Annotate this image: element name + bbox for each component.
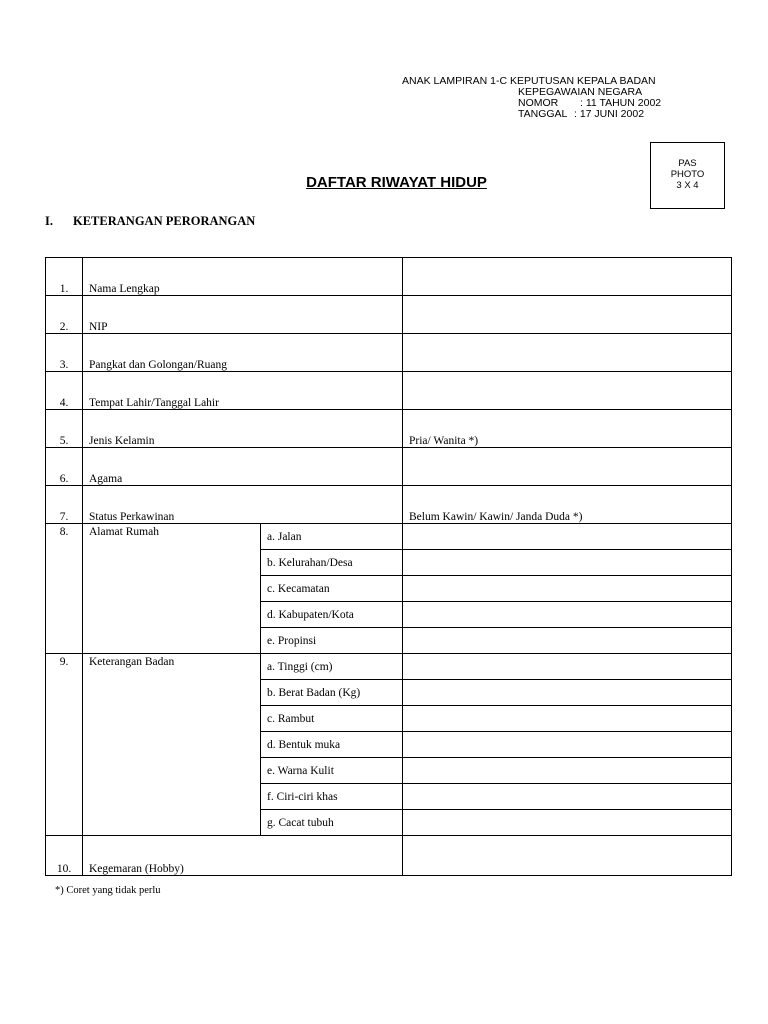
sub-label: b. Berat Badan (Kg) [261,680,403,706]
sub-value-field[interactable] [403,628,732,654]
row-number: 4. [46,372,83,410]
row-value-field[interactable] [403,836,732,876]
nomor-value: : 11 TAHUN 2002 [580,97,662,109]
table-row [46,296,732,334]
section-number: I. [45,214,53,228]
row-number: 5. [46,410,83,448]
nomor-label: NOMOR [518,97,559,109]
table-row [46,410,732,448]
row-value-field[interactable] [403,258,732,296]
row-label: Kegemaran (Hobby) [83,836,403,876]
row-number: 8. [46,524,83,654]
sub-label: d. Bentuk muka [261,732,403,758]
sub-value-field[interactable] [403,706,732,732]
sub-value-field[interactable] [403,758,732,784]
header-line-1: ANAK LAMPIRAN 1-C KEPUTUSAN KEPALA BADAN [402,75,656,87]
row-label: Alamat Rumah [83,524,261,654]
section-heading [45,214,255,229]
sub-value-field[interactable] [403,602,732,628]
row-number: 9. [46,654,83,836]
table-row [46,448,732,486]
row-label: Nama Lengkap [83,258,403,296]
table-row [46,258,732,296]
sub-label: c. Rambut [261,706,403,732]
row-label: Pangkat dan Golongan/Ruang [83,334,403,372]
row-number: 7. [46,486,83,524]
photo-line-2: PHOTO [670,169,705,180]
biodata-table [45,257,732,876]
row-label: Tempat Lahir/Tanggal Lahir [83,372,403,410]
sub-label: c. Kecamatan [261,576,403,602]
sub-value-field[interactable] [403,810,732,836]
sub-value-field[interactable] [403,784,732,810]
table-row [46,486,732,524]
sub-value-field[interactable] [403,654,732,680]
photo-line-1: PAS [678,158,697,169]
sub-value-field[interactable] [403,732,732,758]
sub-label: e. Propinsi [261,628,403,654]
row-label: Jenis Kelamin [83,410,403,448]
tanggal-value: : 17 JUNI 2002 [574,108,645,120]
row-value-field[interactable] [403,372,732,410]
sub-label: a. Tinggi (cm) [261,654,403,680]
header-line-2: KEPEGAWAIAN NEGARA [518,86,643,98]
row-number: 10. [46,836,83,876]
sub-value-field[interactable] [403,550,732,576]
row-value-field[interactable]: Pria/ Wanita *) [403,410,732,448]
row-value-field[interactable]: Belum Kawin/ Kawin/ Janda Duda *) [403,486,732,524]
photo-line-3: 3 X 4 [676,180,699,191]
sub-label: g. Cacat tubuh [261,810,403,836]
tanggal-label: TANGGAL [518,108,568,120]
row-value-field[interactable] [403,296,732,334]
sub-value-field[interactable] [403,680,732,706]
sub-label: b. Kelurahan/Desa [261,550,403,576]
table-row [46,334,732,372]
sub-label: e. Warna Kulit [261,758,403,784]
row-number: 3. [46,334,83,372]
sub-value-field[interactable] [403,576,732,602]
table-row [46,654,732,680]
row-number: 6. [46,448,83,486]
table-row [46,524,732,550]
sub-label: d. Kabupaten/Kota [261,602,403,628]
row-label: Status Perkawinan [83,486,403,524]
row-label: Agama [83,448,403,486]
table-row [46,372,732,410]
document-title: DAFTAR RIWAYAT HIDUP [306,174,487,191]
row-value-field[interactable] [403,334,732,372]
section-title: KETERANGAN PERORANGAN [73,214,256,228]
sub-label: f. Ciri-ciri khas [261,784,403,810]
row-label: Keterangan Badan [83,654,261,836]
row-value-field[interactable] [403,448,732,486]
row-label: NIP [83,296,403,334]
row-number: 2. [46,296,83,334]
sub-label: a. Jalan [261,524,403,550]
table-row [46,836,732,876]
footnote: *) Coret yang tidak perlu [55,885,161,896]
row-number: 1. [46,258,83,296]
sub-value-field[interactable] [403,524,732,550]
